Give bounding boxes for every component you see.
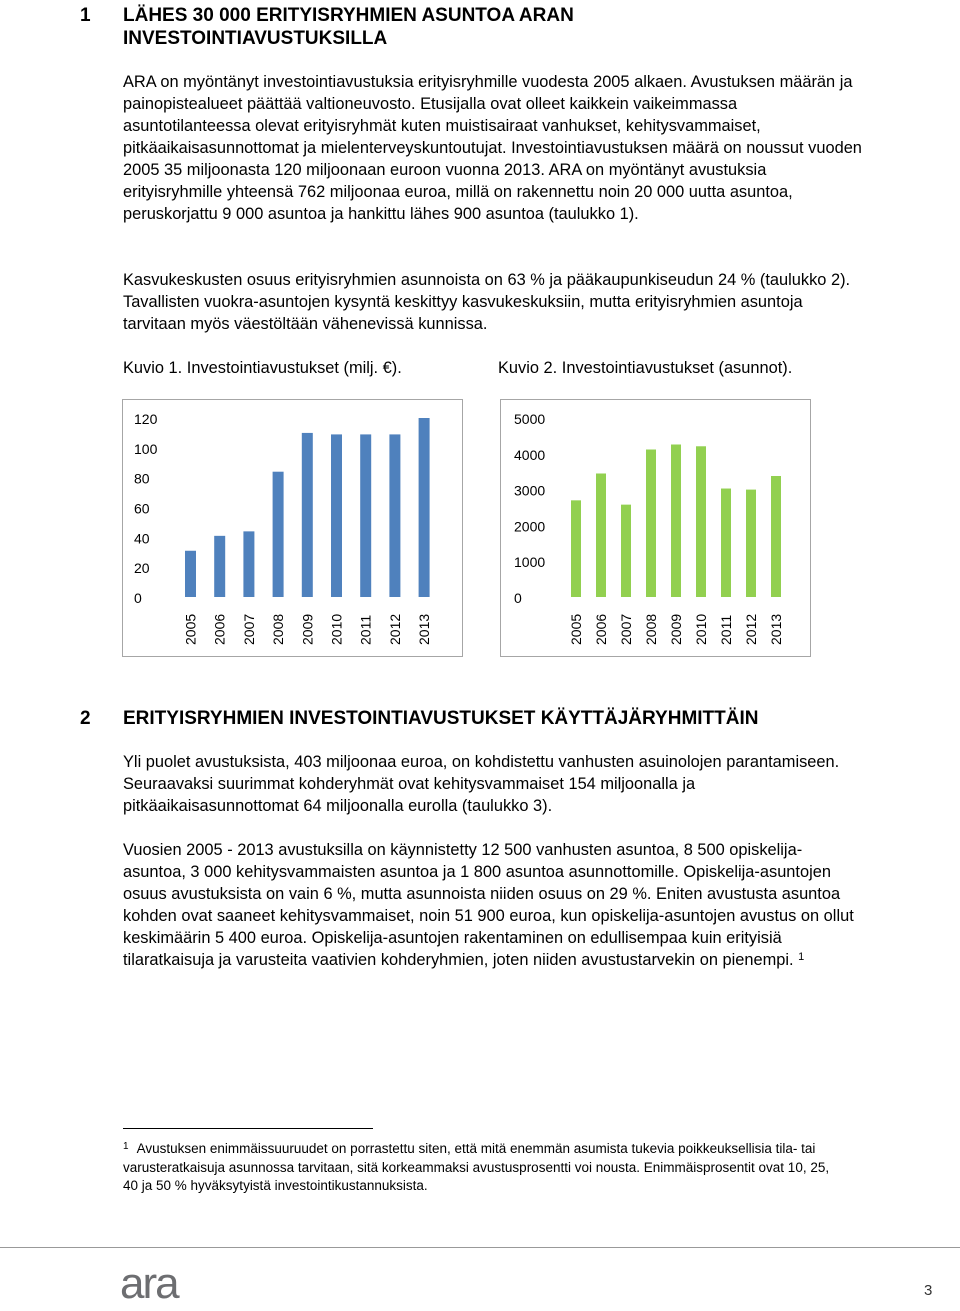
y-tick-label: 20 <box>134 560 150 577</box>
page-number: 3 <box>924 1282 933 1299</box>
footnote-reference[interactable]: 1 <box>798 951 805 963</box>
bar <box>243 531 254 597</box>
bar <box>302 433 313 597</box>
y-tick-label: 60 <box>134 500 150 517</box>
section-number: 2 <box>80 708 91 729</box>
y-tick-label: 5000 <box>514 411 546 427</box>
chart-frame <box>123 400 463 657</box>
y-tick-label: 100 <box>134 440 158 457</box>
bar <box>746 490 756 597</box>
svg-text:ara: ara <box>120 1262 178 1306</box>
bar <box>696 446 706 597</box>
bar <box>596 473 606 597</box>
section-title <box>123 4 903 50</box>
section-2-paragraph-2 <box>123 839 863 971</box>
y-tick-label: 1000 <box>514 554 546 571</box>
chart-investment-grants-dwellings <box>500 399 811 657</box>
bar <box>331 434 342 597</box>
bar <box>273 472 284 597</box>
bar <box>621 505 631 597</box>
x-tick-label: 2006 <box>211 613 228 645</box>
chart-investment-grants-meur <box>122 399 463 657</box>
x-tick-label: 2013 <box>416 613 433 645</box>
x-tick-label: 2011 <box>718 614 734 645</box>
section-2-paragraph-1: Yli puolet avustuksista, 403 miljoonaa euroa, on kohdistettu vanhusten asuinolojen parantamiseen. Seuraavaksi suurimmat kohderyhmät ovat kehitysvammaiset 154 miljoonalla ja pitkäaikaisasunnottomat 64 miljoonalla eurolla (taulukko 3). <box>123 753 840 815</box>
bar <box>214 536 225 597</box>
x-tick-label: 2009 <box>668 613 684 645</box>
x-tick-label: 2007 <box>618 613 634 645</box>
footnote-divider <box>123 1128 373 1129</box>
section-number: 1 <box>80 5 91 26</box>
y-tick-label: 80 <box>134 470 150 487</box>
x-tick-label: 2006 <box>593 613 609 645</box>
footer-divider <box>0 1247 960 1248</box>
section-1-paragraph-2: Kasvukeskusten osuus erityisryhmien asunnoista on 63 % ja pääkaupunkiseudun 24 % (taulukko 2). Tavallisten vuokra-asuntojen kysyntä keskittyy kasvukeskuksiin, mutta erityisryhmien asuntoja tarvitaan myös väestöltään vähenevissä kunnissa. <box>123 271 851 333</box>
figure-1-caption: Kuvio 1. Investointiavustukset (milj. €). <box>123 359 402 377</box>
y-tick-label: 120 <box>134 411 158 427</box>
y-tick-label: 4000 <box>514 446 546 463</box>
section-2-paragraph-2-text: Vuosien 2005 - 2013 avustuksilla on käynnistetty 12 500 vanhusten asuntoa, 8 500 opiskelija-asuntoa, 3 000 kehitysvammaisten asuntoa ja 1 800 asuntoa asunnottomille. Opiskelija-asuntojen osuus avustuksista on vain 6 %, mutta asunnoista niiden osuus on 29 %. Eniten avustusta asuntoa kohden ovat saaneet kehitysvammaiset, noin 51 900 euroa, kun opiskelija-asuntojen avustus on ollut keskimäärin 5 400 euroa. Opiskelija-asuntojen rakentaminen on edullisempaa kuin erityisiä tilaratkaisuja ja varusteita vaativien kohderyhmien, joten niiden avustustarvekin on pienempi. <box>123 841 854 969</box>
ara-logo-icon <box>120 1262 190 1306</box>
x-tick-label: 2008 <box>270 613 287 645</box>
y-tick-label: 3000 <box>514 482 546 499</box>
x-tick-label: 2007 <box>240 613 257 645</box>
x-tick-label: 2009 <box>299 613 316 645</box>
bar <box>571 500 581 597</box>
x-tick-label: 2010 <box>693 613 709 645</box>
section-title-line-2: INVESTOINTIAVUSTUKSILLA <box>123 28 388 49</box>
y-tick-label: 0 <box>514 590 522 606</box>
x-tick-label: 2011 <box>357 614 374 645</box>
footnote-number: 1 <box>123 1141 129 1152</box>
section-title: ERITYISRYHMIEN INVESTOINTIAVUSTUKSET KÄYTTÄJÄRYHMITTÄIN <box>123 708 759 729</box>
x-tick-label: 2013 <box>768 613 784 645</box>
section-1-paragraph-1: ARA on myöntänyt investointiavustuksia erityisryhmille vuodesta 2005 alkaen. Avustuksen määrän ja painopistealueet päättää valtioneuvosto. Etusijalla ovat olleet kaikkein vaikeimmassa asuntotilanteessa olevat erityisryhmät kuten muistisairaat vanhukset, kehitysvammaiset, pitkäaikaisasunnottomat ja mielenterveyskuntoutujat. Investointiavustuksen määrä on noussut vuoden 2005 35 miljoonasta 120 miljoonaan euroon vuonna 2013. ARA on myöntänyt avustuksia erityisryhmille yhteensä 762 miljoonaa euroa, millä on rakennettu noin 20 000 uutta asuntoa, peruskorjattu 9 000 asuntoa ja hankittu lähes 900 asuntoa (taulukko 1). <box>123 73 862 223</box>
bar <box>360 434 371 597</box>
bar <box>185 551 196 597</box>
y-tick-label: 40 <box>134 530 150 547</box>
x-tick-label: 2012 <box>386 613 403 645</box>
bar <box>646 450 656 597</box>
ara-logo <box>120 1262 190 1311</box>
bar <box>389 434 400 597</box>
x-tick-label: 2012 <box>743 613 759 645</box>
footnote <box>123 1140 843 1196</box>
x-tick-label: 2010 <box>328 613 345 645</box>
bar <box>419 418 430 597</box>
figure-2-caption: Kuvio 2. Investointiavustukset (asunnot). <box>498 359 793 377</box>
footnote-text: Avustuksen enimmäissuuruudet on porrastettu siten, että mitä enemmän asumista tukevia poikkeuksellisia tila- tai varusteratkaisuja asunnossa tarvitaan, sitä korkeammaksi avustusprosentti voi nousta. Enimmäisprosentit ovat 10, 25, 40 ja 50 % hyväksytyistä investointikustannuksista. <box>123 1141 830 1193</box>
bar <box>671 444 681 597</box>
x-tick-label: 2005 <box>182 613 199 645</box>
y-tick-label: 2000 <box>514 518 546 535</box>
bar <box>721 489 731 597</box>
y-tick-label: 0 <box>134 590 142 606</box>
section-title-line-1: LÄHES 30 000 ERITYISRYHMIEN ASUNTOA ARAN <box>123 5 574 26</box>
x-tick-label: 2005 <box>568 613 584 645</box>
bar <box>771 476 781 597</box>
x-tick-label: 2008 <box>643 613 659 645</box>
